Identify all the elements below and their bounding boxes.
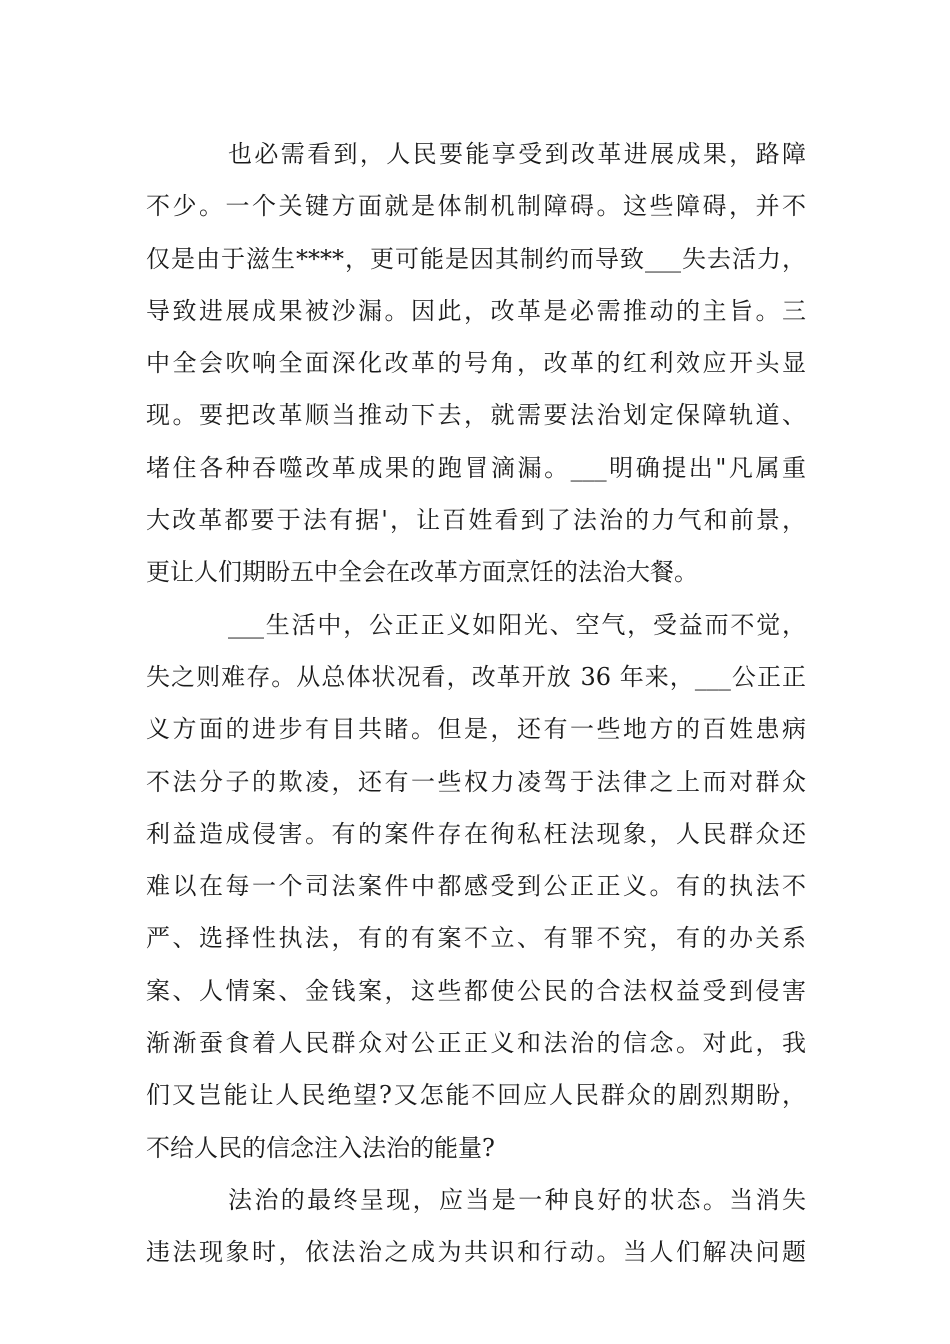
text-line: 利益造成侵害。有的案件存在徇私枉法现象，人民群众还 bbox=[146, 819, 806, 848]
text-line: 们又岂能让人民绝望?又怎能不回应人民群众的剧烈期盼， bbox=[146, 1081, 806, 1110]
text-line: 仅是由于滋生****，更可能是因其制约而导致___失去活力， bbox=[146, 244, 806, 273]
text-line: 不给人民的信念注入法治的能量? bbox=[146, 1133, 495, 1162]
text-line: 难以在每一个司法案件中都感受到公正正义。有的执法不 bbox=[146, 872, 806, 901]
text-line: ___生活中，公正正义如阳光、空气，受益而不觉， bbox=[228, 610, 806, 639]
text-line: 义方面的进步有目共睹。但是，还有一些地方的百姓患病 bbox=[146, 715, 806, 744]
text-line: 不法分子的欺凌，还有一些权力凌驾于法律之上而对群众 bbox=[146, 767, 806, 796]
text-line: 违法现象时，依法治之成为共识和行动。当人们解决问题 bbox=[146, 1238, 806, 1267]
text-line: 更让人们期盼五中全会在改革方面烹饪的法治大餐。 bbox=[146, 558, 698, 587]
text-line: 严、选择性执法，有的有案不立、有罪不究，有的办关系 bbox=[146, 924, 806, 953]
text-line: 渐渐蚕食着人民群众对公正正义和法治的信念。对此，我 bbox=[146, 1029, 806, 1058]
text-line: 案、人情案、金钱案，这些都使公民的合法权益受到侵害 bbox=[146, 976, 806, 1005]
text-line: 堵住各种吞噬改革成果的跑冒滴漏。___明确提出"凡属重 bbox=[146, 453, 806, 482]
text-line: 失之则难存。从总体状况看，改革开放 36 年来，___公正正 bbox=[146, 662, 806, 691]
text-line: 不少。一个关键方面就是体制机制障碍。这些障碍，并不 bbox=[146, 192, 806, 221]
text-line: 现。要把改革顺当推动下去，就需要法治划定保障轨道、 bbox=[146, 401, 806, 430]
text-line: 中全会吹响全面深化改革的号角，改革的红利效应开头显 bbox=[146, 349, 806, 378]
text-line: 大改革都要于法有据'，让百姓看到了法治的力气和前景， bbox=[146, 506, 806, 535]
document-body bbox=[146, 128, 806, 1279]
text-line: 也必需看到，人民要能享受到改革进展成果，路障 bbox=[228, 140, 806, 168]
text-line: 导致进展成果被沙漏。因此，改革是必需推动的主旨。三 bbox=[146, 296, 806, 325]
text-line: 法治的最终呈现，应当是一种良好的状态。当消失 bbox=[228, 1185, 806, 1214]
